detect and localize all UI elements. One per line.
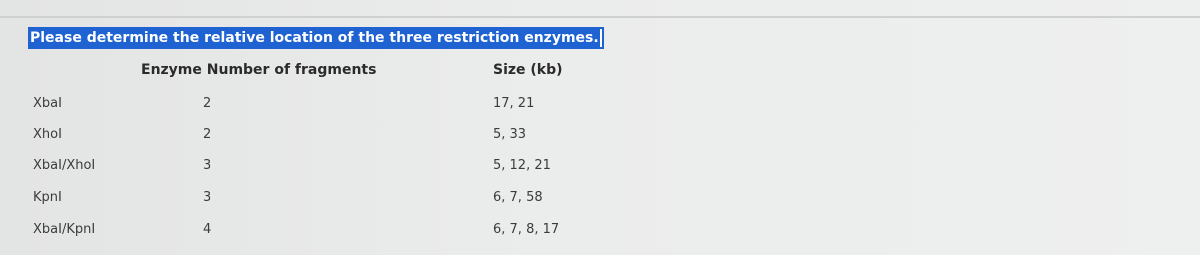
enzyme-cell: XbaI: [33, 96, 62, 111]
column-header-enzyme-fragments: Enzyme Number of fragments: [141, 62, 377, 78]
top-divider: [0, 16, 1200, 18]
question-prompt-selected[interactable]: [28, 27, 604, 49]
fragment-count-cell: 2: [203, 96, 212, 111]
fragment-count-cell: 4: [203, 222, 212, 237]
text-cursor: [600, 29, 602, 47]
question-prompt-text: Please determine the relative location of the three restriction enzymes.: [30, 30, 599, 46]
table-row: [0, 190, 620, 212]
enzyme-cell: XbaI/KpnI: [33, 222, 96, 237]
table-row: [0, 158, 620, 180]
size-cell: 5, 12, 21: [493, 158, 551, 173]
fragment-count-cell: 3: [203, 158, 212, 173]
size-cell: 5, 33: [493, 127, 527, 142]
enzyme-cell: XbaI/XhoI: [33, 158, 96, 173]
enzyme-cell: KpnI: [33, 190, 62, 205]
table-row: [0, 96, 620, 118]
size-cell: 17, 21: [493, 96, 535, 111]
fragment-count-cell: 2: [203, 127, 212, 142]
column-header-size: Size (kb): [493, 62, 563, 78]
size-cell: 6, 7, 8, 17: [493, 222, 560, 237]
fragment-count-cell: 3: [203, 190, 212, 205]
table-row: [0, 222, 620, 244]
enzyme-cell: XhoI: [33, 127, 62, 142]
table-row: [0, 127, 620, 149]
size-cell: 6, 7, 58: [493, 190, 543, 205]
